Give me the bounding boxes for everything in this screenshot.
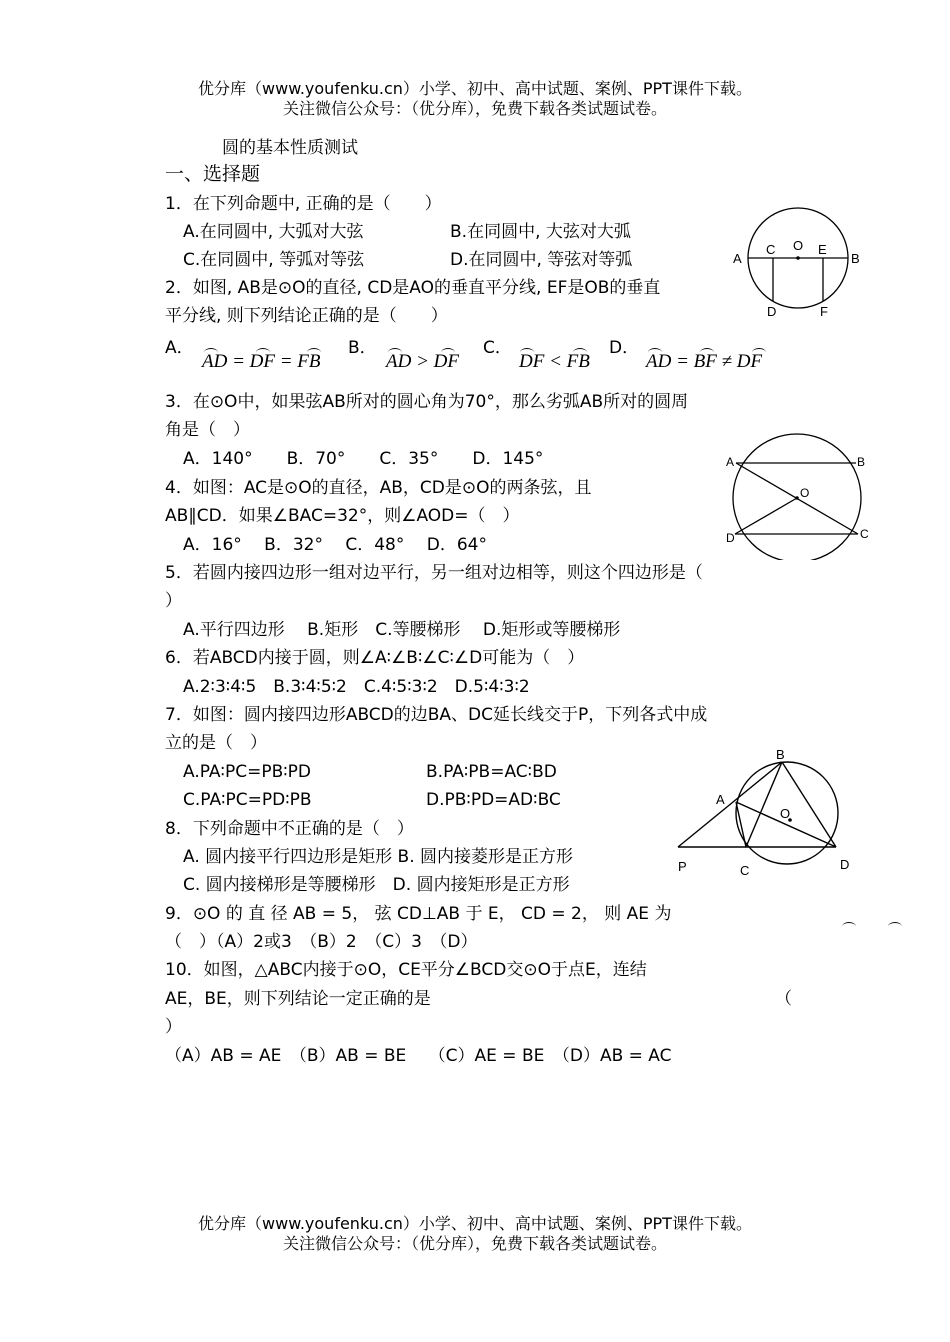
- q7-stem-line-1: 7．如图：圆内接四边形ABCD的边BA、DC延长线交于P，下列各式中成: [165, 705, 708, 725]
- q8-options-cd: C. 圆内接梯形是等腰梯形 D. 圆内接矩形是正方形: [183, 875, 570, 895]
- q10-paren-close: ）: [165, 1017, 182, 1037]
- q3-stem-line-1: 3．在⊙O中，如果弦AB所对的圆心角为70°，那么劣弧AB所对的圆周: [165, 392, 689, 412]
- q2-option-d-label: D．: [609, 338, 640, 358]
- fig1-label-e: E: [818, 242, 827, 257]
- fig1-label-a: A: [733, 251, 742, 266]
- fig3-side-bc: [746, 762, 782, 847]
- q7-option-a: A.PA∶PC=PB∶PD: [183, 762, 311, 782]
- q5-stem-line-1: 5．若圆内接四边形一组对边平行，另一组对边相等，则这个四边形是（: [165, 563, 703, 583]
- q1-option-a: A.在同圆中, 大弧对大弦: [183, 222, 364, 242]
- q5-stem-line-2: ）: [165, 591, 182, 611]
- figure-circle-diameter: [728, 200, 868, 325]
- q2-option-a-expr: AD = DF = FB: [202, 351, 321, 372]
- q8-options-ab: A. 圆内接平行四边形是矩形 B. 圆内接菱形是正方形: [183, 847, 574, 867]
- q2-option-b-expr: AD > DF: [386, 351, 459, 372]
- arc-mark-icon: [842, 922, 856, 931]
- figure-cyclic-quadrilateral: [670, 745, 860, 880]
- fig3-label-b: B: [776, 747, 785, 762]
- q10-stem-line-2: AE，BE，则下列结论一定正确的是: [165, 989, 431, 1009]
- fig1-label-c: C: [766, 242, 776, 257]
- fig1-label-f: F: [820, 304, 828, 319]
- q2-stem-line-2: 平分线, 则下列结论正确的是（ ）: [165, 306, 448, 326]
- fig2-radius-od: [735, 498, 797, 534]
- q10-stem-line-1: 10．如图，△ABC内接于⊙O，CE平分∠BCD交⊙O于点E，连结: [165, 960, 647, 980]
- q3-options: A．140° B．70° C．35° D．145°: [183, 449, 544, 469]
- footer-line-2: 关注微信公众号：（优分库），免费下载各类试题试卷。: [282, 1234, 667, 1253]
- fig3-label-o: O: [780, 806, 791, 821]
- q2-option-a-label: A．: [165, 338, 194, 358]
- fig1-label-b: B: [851, 251, 860, 266]
- fig1-label-d: D: [767, 304, 777, 319]
- header-line-1: 优分库（www.youfenku.cn）小学、初中、高中试题、案例、PPT课件下载。: [198, 79, 752, 98]
- fig3-label-d: D: [840, 857, 850, 872]
- q2-option-c-label: C．: [483, 338, 512, 358]
- q6-options: A.2∶3∶4∶5 B.3∶4∶5∶2 C.4∶5∶3∶2 D.5∶4∶3∶2: [183, 677, 530, 697]
- q6-stem: 6．若ABCD内接于圆，则∠A∶∠B∶∠C∶∠D可能为（ ）: [165, 648, 585, 668]
- fig2-label-a: A: [726, 455, 735, 469]
- fig3-line-pb: [678, 762, 782, 847]
- arc-mark-icon: [888, 922, 902, 931]
- section-heading: 一、选择题: [165, 163, 261, 185]
- fig1-center-dot: [796, 256, 800, 260]
- q7-option-d: D.PB∶PD=AD∶BC: [426, 790, 561, 810]
- q5-options: A.平行四边形 B.矩形 C.等腰梯形 D.矩形或等腰梯形: [183, 620, 621, 640]
- q7-option-b: B.PA∶PB=AC∶BD: [426, 762, 557, 782]
- fig2-label-c: C: [860, 527, 869, 541]
- page-title: 圆的基本性质测试: [222, 138, 358, 158]
- header-line-2: 关注微信公众号：（优分库），免费下载各类试题试卷。: [282, 99, 667, 118]
- q7-stem-line-2: 立的是（ ）: [165, 733, 267, 753]
- q9-stem: 9．⊙O 的 直 径 AB = 5， 弦 CD⊥AB 于 E， CD = 2， 则 AE 为: [165, 904, 672, 924]
- q2-option-c-expr: DF < FB: [519, 351, 590, 372]
- q9-options: （ ）（A）2或3 （B）2 （C）3 （D）: [165, 932, 478, 952]
- q8-stem: 8．下列命题中不正确的是（ ）: [165, 819, 414, 839]
- q3-stem-line-2: 角是（ ）: [165, 420, 250, 440]
- fig2-label-o: O: [800, 486, 810, 500]
- q1-option-c: C.在同圆中, 等弧对等弦: [183, 250, 365, 270]
- q2-stem-line-1: 2．如图, AB是⊙O的直径, CD是AO的垂直平分线, EF是OB的垂直: [165, 278, 661, 298]
- q2-option-d-expr: AD = BF ≠ DF: [646, 351, 763, 372]
- q10-options: （A）AB = AE （B）AB = BE （C）AE = BE （D）AB = AC: [165, 1046, 672, 1066]
- q4-stem-line-2: AB∥CD．如果∠BAC=32°，则∠AOD=（ ）: [165, 506, 520, 526]
- fig1-label-o: O: [793, 238, 804, 253]
- fig3-label-a: A: [716, 792, 725, 807]
- fig2-center-dot: [795, 496, 799, 500]
- figure-circle-chords: [722, 430, 880, 560]
- fig2-label-b: B: [857, 455, 866, 469]
- q1-option-d: D.在同圆中, 等弦对等弧: [450, 250, 633, 270]
- fig3-label-p: P: [678, 859, 687, 874]
- fig2-label-d: D: [726, 531, 735, 545]
- q1-stem: 1．在下列命题中, 正确的是（ ）: [165, 194, 442, 214]
- q2-option-b-label: B．: [348, 338, 377, 358]
- q10-paren-open: （: [775, 989, 792, 1009]
- footer-line-1: 优分库（www.youfenku.cn）小学、初中、高中试题、案例、PPT课件下载。: [198, 1214, 752, 1233]
- q4-stem-line-1: 4．如图：AC是⊙O的直径，AB，CD是⊙O的两条弦，且: [165, 478, 592, 498]
- fig3-label-c: C: [740, 863, 750, 878]
- q4-options: A．16° B．32° C．48° D．64°: [183, 535, 487, 555]
- q1-option-b: B.在同圆中, 大弦对大弧: [450, 222, 631, 242]
- q7-option-c: C.PA∶PC=PD∶PB: [183, 790, 312, 810]
